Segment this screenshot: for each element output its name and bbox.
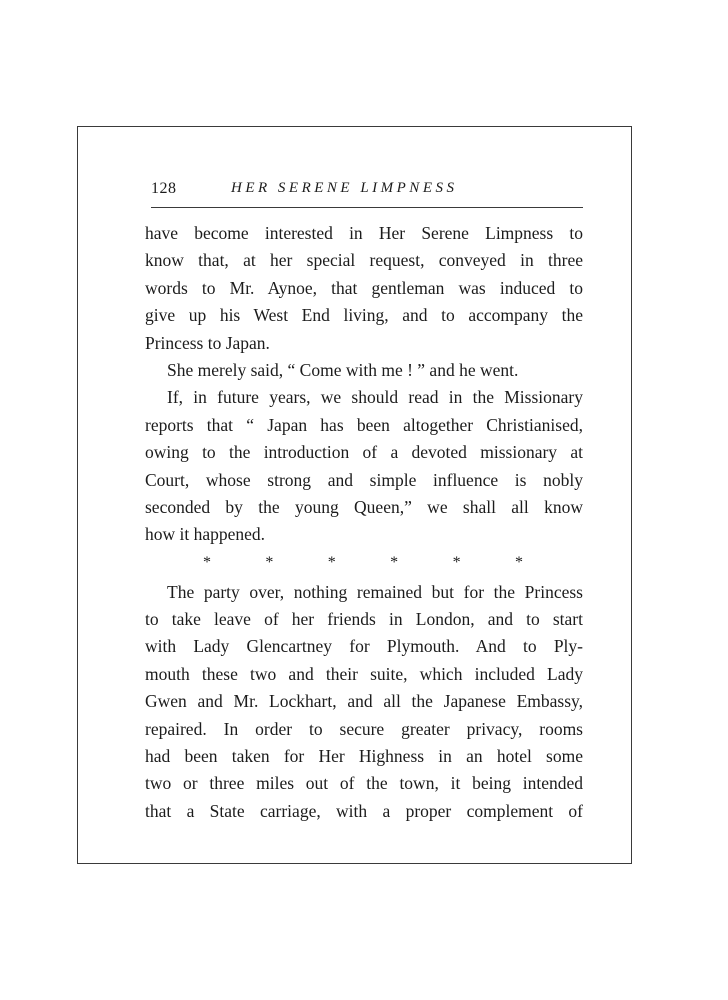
text-line: with Lady Glencartney for Plymouth. And to Ply- [145,636,583,657]
text-line: words to Mr. Aynoe, that gentleman was induced to [145,277,583,298]
section-break-star: * [390,553,399,571]
section-break [145,549,583,579]
section-break-star: * [327,553,336,571]
text-line: Court, whose strong and simple influence is nobly [145,469,583,490]
page-header [151,180,583,202]
text-line: If, in future years, we should read in the Missionary [167,387,583,408]
text-line: to take leave of her friends in London, and to start [145,609,583,630]
text-line: She merely said, “ Come with me ! ” and he went. [167,359,519,380]
text-line: know that, at her special request, conveyed in three [145,250,583,271]
page-number: 128 [151,180,177,197]
text-line: give up his West End living, and to accompany the [145,305,583,326]
text-line: seconded by the young Queen,” we shall all know [145,496,583,517]
text-line: The party over, nothing remained but for the Princess [167,581,583,602]
section-break-star: * [514,553,523,571]
text-line: owing to the introduction of a devoted missionary at [145,442,583,463]
section-break-star: * [203,553,211,571]
text-line: Princess to Japan. [145,332,270,353]
section-break-star: * [452,553,461,571]
header-rule [151,207,583,208]
text-line: have become interested in Her Serene Limpness to [145,223,583,243]
text-line: two or three miles out of the town, it being intended [145,773,583,794]
body-text [145,220,583,825]
text-line: mouth these two and their suite, which included Lady [145,663,583,684]
text-line: Gwen and Mr. Lockhart, and all the Japanese Embassy, [145,691,583,712]
section-break-star: * [265,553,274,571]
text-line: reports that “ Japan has been altogether Christianised, [145,414,583,435]
text-line: had been taken for Her Highness in an hotel some [145,746,583,767]
text-line: how it happened. [145,524,266,545]
text-line: repaired. In order to secure greater privacy, rooms [145,718,583,739]
text-line: that a State carriage, with a proper complement of [145,800,583,821]
running-title: HER SERENE LIMPNESS [231,180,458,196]
